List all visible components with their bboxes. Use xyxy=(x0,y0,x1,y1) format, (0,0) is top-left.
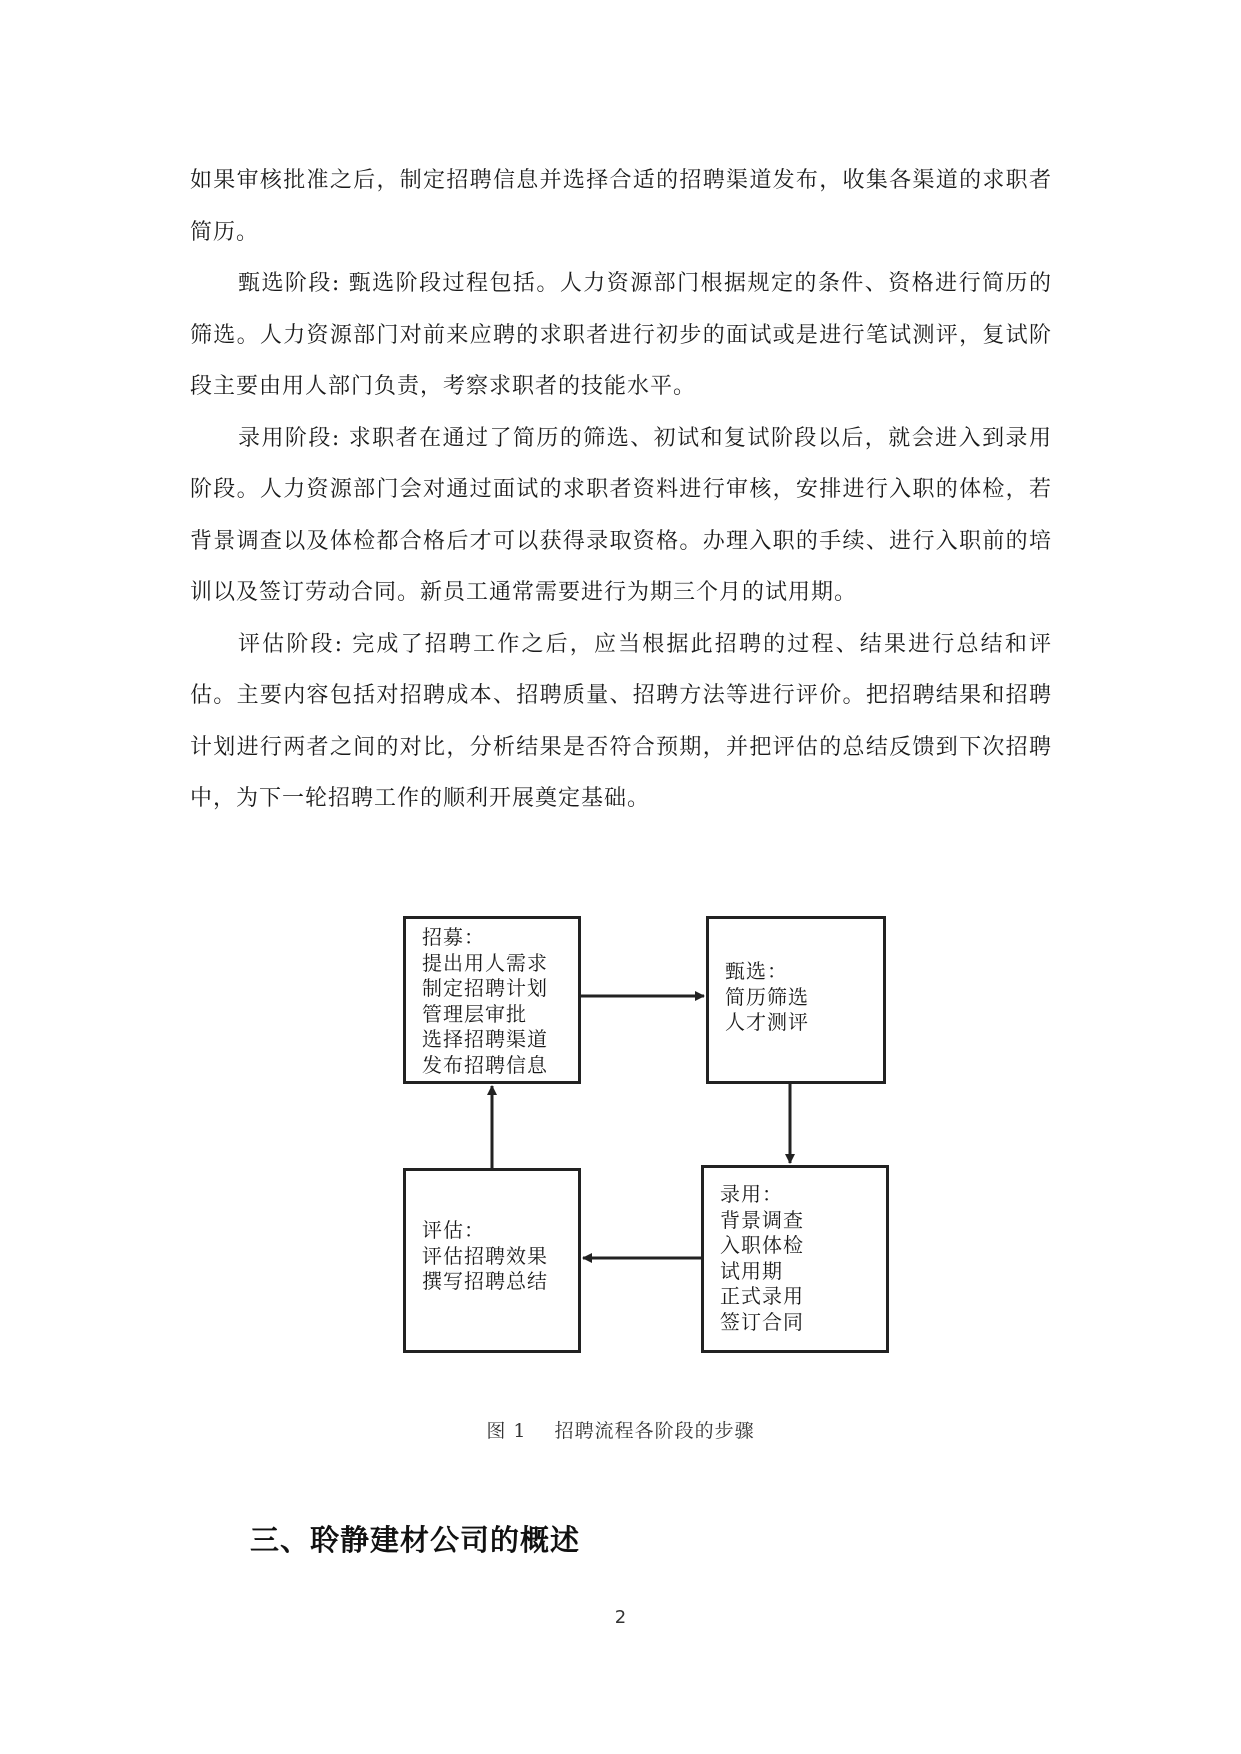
flow-box-item: 选择招聘渠道 xyxy=(422,1027,548,1051)
flow-box-select xyxy=(706,916,886,1084)
figure-caption: 图 1 招聘流程各阶段的步骤 xyxy=(486,1420,755,1442)
flow-box-recruit xyxy=(403,916,581,1084)
recruitment-flowchart xyxy=(380,900,900,1370)
body-text xyxy=(190,155,1052,825)
paragraph-evaluation-stage: 评估阶段: 完成了招聘工作之后，应当根据此招聘的过程、结果进行总结和评估。主要内容包括对招聘成本、招聘质量、招聘方法等进行评价。把招聘结果和招聘计划进行两者之间的对比，分析结果是否符合预期，并把评估的总结反馈到下次招聘中，为下一轮招聘工作的顺利开展奠定基础。 xyxy=(190,631,1052,811)
flow-box-item: 签订合同 xyxy=(720,1309,804,1334)
flow-box-item: 评估招聘效果 xyxy=(422,1243,548,1268)
flow-box-hire xyxy=(701,1165,889,1353)
flow-box-title: 招募： xyxy=(422,925,485,949)
flow-box-title: 评估： xyxy=(422,1218,485,1242)
paragraph-selection-stage: 甄选阶段: 甄选阶段过程包括。人力资源部门根据规定的条件、资格进行简历的筛选。人力资源部门对前来应聘的求职者进行初步的面试或是进行笔试测评，复试阶段主要由用人部门负责，考察求职者的技能水平。 xyxy=(190,271,1052,399)
flow-box-item: 人才测评 xyxy=(725,1010,809,1034)
flow-box-item: 制定招聘计划 xyxy=(422,976,548,1000)
flow-box-item: 撰写招聘总结 xyxy=(422,1269,548,1293)
flow-box-item: 试用期 xyxy=(720,1258,783,1283)
flow-box-evaluate xyxy=(403,1168,581,1353)
flow-box-item: 提出用人需求 xyxy=(422,950,548,975)
paragraph-hiring-stage: 录用阶段: 求职者在通过了简历的筛选、初试和复试阶段以后，就会进入到录用阶段。人力资源部门会对通过面试的求职者资料进行审核，安排进行入职的体检，若背景调查以及体检都合格后才可以获得录取资格。办理入职的手续、进行入职前的培训以及签订劳动合同。新员工通常需要进行为期三个月的试用期。 xyxy=(190,425,1052,605)
flow-box-item: 正式录用 xyxy=(720,1284,804,1308)
flow-box-title: 录用： xyxy=(720,1182,783,1206)
flow-box-item: 发布招聘信息 xyxy=(422,1052,548,1077)
flow-box-item: 管理层审批 xyxy=(422,1001,527,1026)
flow-box-item: 背景调查 xyxy=(720,1207,804,1232)
flow-box-title: 甄选： xyxy=(725,959,788,983)
flow-box-item: 入职体检 xyxy=(720,1233,804,1257)
flow-box-item: 简历筛选 xyxy=(725,984,809,1009)
page-number: 2 xyxy=(614,1607,627,1628)
section-heading: 三、聆静建材公司的概述 xyxy=(250,1523,581,1557)
paragraph-continuation: 如果审核批准之后，制定招聘信息并选择合适的招聘渠道发布，收集各渠道的求职者简历。 xyxy=(190,168,1052,245)
